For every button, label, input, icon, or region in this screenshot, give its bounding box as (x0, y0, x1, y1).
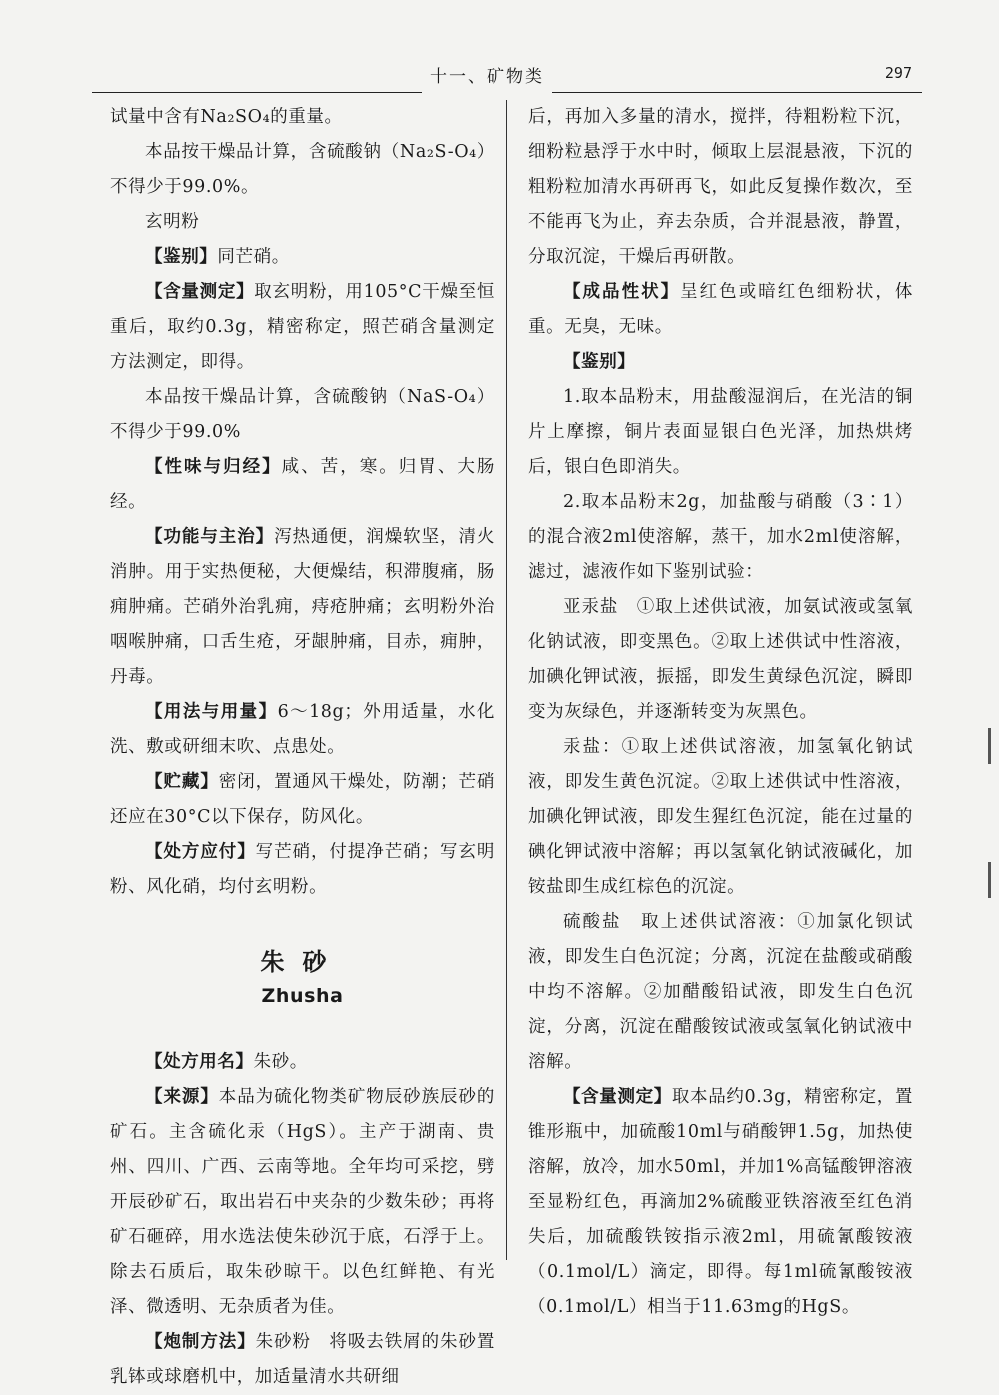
paragraph (110, 275, 495, 380)
section-title: 十一、矿物类 (430, 67, 544, 87)
header-rule-right (552, 92, 922, 93)
section-label: 【含量测定】 (145, 282, 255, 302)
running-header (92, 50, 922, 100)
paragraph-text: 朱砂。 (253, 1052, 308, 1072)
paragraph-text: 咸、苦，寒。归胃、大肠经。 (110, 457, 495, 512)
paragraph (110, 835, 495, 905)
header-rule-left (92, 92, 422, 93)
paragraph-text: 6～18g；外用适量，水化洗、敷或研细末吹、点患处。 (110, 702, 495, 757)
paragraph: 后，再加入多量的清水，搅拌，待粗粉粒下沉，细粉粒悬浮于水中时，倾取上层混悬液，下沉的粗粉粒加清水再研再飞，如此反复操作数次，至不能再飞为止，弃去杂质，合并混悬液，静置，分取沉淀，干燥后再研散。 (528, 107, 913, 267)
paragraph (110, 765, 495, 835)
paragraph: 试量中含有Na₂SO₄的重量。 (110, 107, 343, 127)
paragraph (110, 695, 495, 765)
paragraph: 汞盐：①取上述供试溶液，加氢氧化钠试液，即发生黄色沉淀。②取上述供试中性溶液，加碘化钾试液，即发生猩红色沉淀，能在过量的碘化钾试液中溶解；再以氢氧化钠试液碱化，加铵盐即生成红棕色的沉淀。 (528, 737, 913, 897)
section-label: 【鉴别】 (145, 247, 218, 267)
section-label: 【用法与用量】 (145, 702, 278, 722)
section-label: 【处方应付】 (145, 842, 256, 862)
entry-pinyin: Zhusha (261, 985, 344, 1007)
paragraph-text: 同芒硝。 (217, 247, 290, 267)
paragraph-text: 泻热通便，润燥软坚，清火消肿。用于实热便秘，大便燥结，积滞腹痛，肠痈肿痛。芒硝外治乳痈，痔疮肿痛；玄明粉外治咽喉肿痛，口舌生疮，牙龈肿痛，目赤，痈肿，丹毒。 (110, 527, 496, 687)
section-label: 【贮藏】 (145, 772, 219, 792)
right-column (528, 100, 913, 1325)
scan-edge-mark (988, 728, 991, 764)
paragraph (110, 1045, 495, 1080)
paragraph-text: 呈红色或暗红色细粉状，体重。无臭，无味。 (528, 282, 913, 337)
section-label: 【鉴别】 (563, 352, 636, 372)
section-label: 【来源】 (145, 1087, 219, 1107)
page-number: 297 (884, 64, 912, 82)
paragraph (110, 1325, 495, 1395)
paragraph (110, 240, 495, 275)
paragraph-text: 密闭，置通风干燥处，防潮；芒硝还应在30°C以下保存，防风化。 (110, 772, 496, 827)
scan-edge-mark (988, 862, 991, 898)
paragraph (528, 275, 913, 345)
paragraph-text: 写芒硝，付提净芒硝；写玄明粉、风化硝，均付玄明粉。 (110, 842, 495, 897)
entry-title: 朱砂 (260, 947, 345, 976)
paragraph: 本品按干燥品计算，含硫酸钠（NaS-O₄）不得少于99.0% (110, 387, 495, 442)
paragraph (110, 1080, 495, 1325)
paragraph-text: 朱砂粉 将吸去铁屑的朱砂置乳钵或球磨机中，加适量清水共研细 (110, 1332, 495, 1387)
paragraph: 本品按干燥品计算，含硫酸钠（Na₂S-O₄）不得少于99.0%。 (110, 142, 495, 197)
section-label: 【成品性状】 (563, 282, 681, 302)
paragraph: 1.取本品粉末，用盐酸湿润后，在光洁的铜片上摩擦，铜片表面显银白色光泽，加热烘烤后，银白色即消失。 (528, 387, 913, 477)
paragraph (528, 1080, 913, 1325)
left-column (110, 100, 495, 1395)
section-label: 【含量测定】 (563, 1087, 672, 1107)
paragraph: 硫酸盐 取上述供试溶液：①加氯化钡试液，即发生白色沉淀；分离，沉淀在盐酸或硝酸中均不溶解。②加醋酸铅试液，即发生白色沉淀，分离，沉淀在醋酸铵试液或氢氧化钠试液中溶解。 (528, 912, 913, 1072)
paragraph-text: 取玄明粉，用105°C干燥至恒重后，取约0.3g，精密称定，照芒硝含量测定方法测定，即得。 (110, 282, 495, 372)
section-label: 【炮制方法】 (145, 1332, 256, 1352)
paragraph: 2.取本品粉末2g，加盐酸与硝酸（3∶1）的混合液2ml使溶解，蒸干，加水2ml使溶解，滤过，滤液作如下鉴别试验： (528, 492, 913, 582)
section-label: 【功能与主治】 (145, 527, 275, 547)
subentry-heading: 玄明粉 (145, 212, 200, 232)
paragraph-text: 本品为硫化物类矿物辰砂族辰砂的矿石。主含硫化汞（HgS）。主产于湖南、贵州、四川、广西、云南等地。全年均可采挖，劈开辰砂矿石，取出岩石中夹杂的少数朱砂；再将矿石砸碎，用水选法使朱砂沉于底，石浮于上。除去石质后，取朱砂晾干。以色红鲜艳、有光泽、微透明、无杂质者为佳。 (110, 1087, 496, 1317)
column-divider (506, 100, 507, 1260)
section-label: 【性味与归经】 (145, 457, 282, 477)
paragraph: 亚汞盐 ①取上述供试液，加氨试液或氢氧化钠试液，即变黑色。②取上述供试中性溶液，加碘化钾试液，振摇，即发生黄绿色沉淀，瞬即变为灰绿色，并逐渐转变为灰黑色。 (528, 597, 913, 722)
paragraph (110, 520, 495, 695)
paragraph (110, 450, 495, 520)
section-label: 【处方用名】 (145, 1052, 254, 1072)
paragraph-text: 取本品约0.3g，精密称定，置锥形瓶中，加硫酸10ml与硝酸钾1.5g，加热使溶解，放冷，加水50ml，并加1%高锰酸钾溶液至显粉红色，再滴加2%硫酸亚铁溶液至红色消失后，加硫酸铁铵指示液2ml，用硫氰酸铵液（0.1mol/L）滴定，即得。每1ml硫氰酸铵液（0.1mol/L）相当于11.63mg的HgS。 (528, 1087, 913, 1317)
